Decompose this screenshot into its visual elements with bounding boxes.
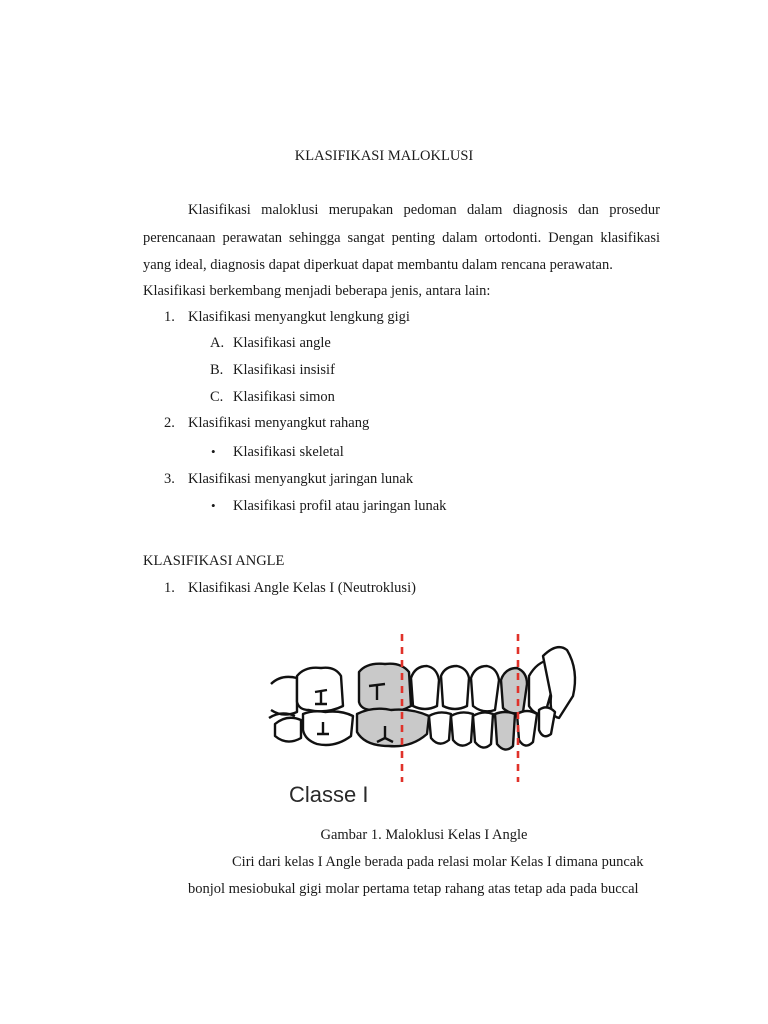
bullet-icon: • bbox=[211, 444, 216, 459]
intro-line-2: perencanaan perawatan sehingga sangat penting dalam ortodonti. Dengan klasifikasi bbox=[143, 230, 660, 246]
list-item-2a: Klasifikasi skeletal bbox=[233, 444, 344, 460]
list-item-1-number: 1. bbox=[164, 309, 175, 325]
intro-line-4: Klasifikasi berkembang menjadi beberapa jenis, antara lain: bbox=[143, 283, 491, 299]
figure-label: Classe I bbox=[289, 782, 369, 807]
class-i-occlusion-figure bbox=[261, 606, 591, 816]
page-title: KLASIFIKASI MALOKLUSI bbox=[294, 148, 474, 164]
teeth-diagram bbox=[261, 606, 591, 816]
list-item-3a: Klasifikasi profil atau jaringan lunak bbox=[233, 498, 447, 514]
list-item-3-number: 3. bbox=[164, 471, 175, 487]
list-item-1c-letter: C. bbox=[210, 389, 224, 405]
intro-line-1: Klasifikasi maloklusi merupakan pedoman dalam diagnosis dan prosedur bbox=[188, 202, 660, 218]
section-item-1-number: 1. bbox=[164, 580, 175, 596]
list-item-2: Klasifikasi menyangkut rahang bbox=[188, 415, 370, 431]
list-item-1a-letter: A. bbox=[210, 335, 225, 351]
section-heading: KLASIFIKASI ANGLE bbox=[143, 553, 285, 569]
list-item-1a: Klasifikasi angle bbox=[233, 335, 331, 351]
intro-line-3: yang ideal, diagnosis dapat diperkuat dapat membantu dalam rencana perawatan. bbox=[143, 257, 613, 273]
list-item-1b-letter: B. bbox=[210, 362, 224, 378]
body-line-1: Ciri dari kelas I Angle berada pada relasi molar Kelas I dimana puncak bbox=[232, 854, 644, 870]
figure-caption: Gambar 1. Maloklusi Kelas I Angle bbox=[320, 827, 528, 843]
section-item-1: Klasifikasi Angle Kelas I (Neutroklusi) bbox=[188, 580, 416, 596]
list-item-3: Klasifikasi menyangkut jaringan lunak bbox=[188, 471, 414, 487]
list-item-2-number: 2. bbox=[164, 415, 175, 431]
list-item-1: Klasifikasi menyangkut lengkung gigi bbox=[188, 309, 410, 325]
list-item-1b: Klasifikasi insisif bbox=[233, 362, 335, 378]
body-line-2: bonjol mesiobukal gigi molar pertama tetap rahang atas tetap ada pada buccal bbox=[188, 881, 639, 897]
bullet-icon: • bbox=[211, 498, 216, 513]
list-item-1c: Klasifikasi simon bbox=[233, 389, 335, 405]
